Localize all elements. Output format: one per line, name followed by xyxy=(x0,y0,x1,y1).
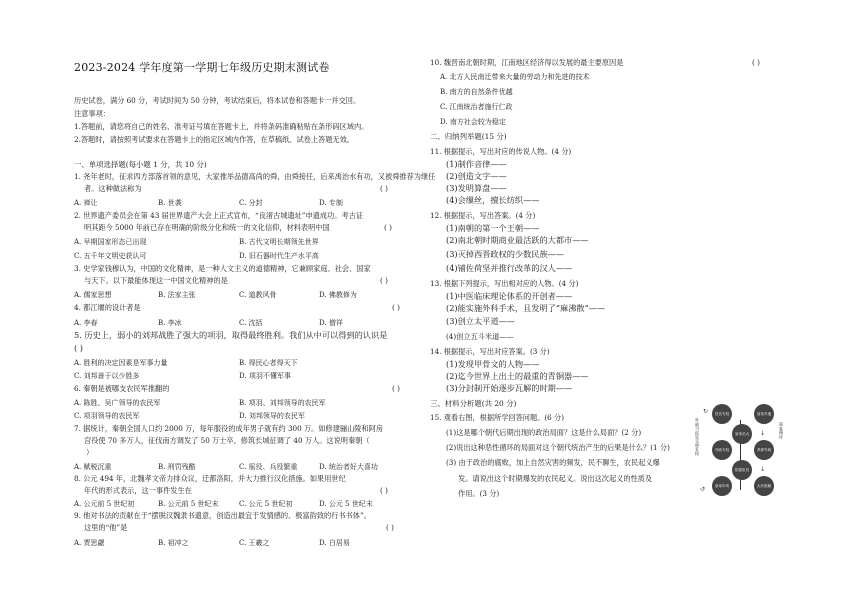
q13-item-1: (1)中医临床理论体系的开创者—— xyxy=(446,291,573,301)
q3-line2: 与天下。以下最能体现这一中国文化精神的是 xyxy=(84,276,228,285)
q8-option-a: A. 公元前 5 世纪初 xyxy=(74,500,135,508)
arrow-icon: ↻ xyxy=(703,408,709,415)
q3-option-c: C. 道教风骨 xyxy=(239,291,277,299)
q13-item-2: (2)能实施外科手术，且发明了“麻沸散”—— xyxy=(446,303,606,313)
notice-1: 1.答题前，请您将自己的姓名、准考证号填在答题卡上，并将条码准确粘贴在条形码区域内。 xyxy=(74,122,369,131)
diagram-node-kill-relatives: 杀掉外戚 xyxy=(754,440,774,460)
q1-line1: 1. 尧年老时，征求四方部落首领的意见，大家推举品德高尚的舜，由舜接任，后来禹治水有功，又被舜推荐为继任 xyxy=(74,172,436,181)
q11-stem: 11. 根据提示，写出对应的传说人物。(4 分) xyxy=(430,147,572,156)
q10-line1: 10. 魏晋南北朝时期，江南地区经济得以发展的最主要原因是 xyxy=(430,58,624,67)
q1-option-b: B. 世袭 xyxy=(158,199,182,207)
q2-answer-paren: ( ) xyxy=(384,223,392,232)
q15-item-3: (3) 由于政治的腐败，加上自然灾害的频发，民不聊生，农民起义爆 xyxy=(446,458,660,467)
q12-item-3: (3)灭掉西晋政权的少数民族—— xyxy=(446,249,565,259)
q10-option-c: C. 江南统治者施行仁政 xyxy=(440,103,513,111)
q9-option-c: C. 王羲之 xyxy=(239,539,270,547)
exam-intro: 历史试卷，满分 60 分，考试时间为 50 分钟，考试结束后，将本试卷和答题卡一并交回。 xyxy=(74,96,361,105)
q12-item-2: (2)南北朝时期商业最活跃的大都市—— xyxy=(446,235,589,245)
q15-item-1: (1)这是哪个朝代后期出现的政治局面？这是什么局面？(2 分) xyxy=(446,428,642,437)
q7-option-d: D. 统治者好大喜功 xyxy=(319,463,378,471)
q15-stem: 15. 观看右图，根据所学回答问题。(6 分) xyxy=(430,413,564,422)
q6-option-c: C. 项羽领导的农民军 xyxy=(74,412,140,420)
q2-option-b: B. 古代文明长期领先世界 xyxy=(239,238,319,246)
q9-option-d: D. 白居易 xyxy=(319,539,350,547)
q14-item-2: (2)迄今世界上出土的最重的青铜器—— xyxy=(446,371,589,381)
q13-item-4: (4)创立五斗米道—— xyxy=(446,332,514,341)
q3-answer-paren: ( ) xyxy=(380,276,388,285)
q3-option-a: A. 儒家思想 xyxy=(74,291,112,299)
q6-line1: 6. 秦朝是被哪支农民军推翻的 xyxy=(74,384,170,393)
q8-option-c: C. 公元 5 世纪初 xyxy=(239,500,293,508)
q9-option-b: B. 祖冲之 xyxy=(158,539,189,547)
q15-item-2: (2)说出这种恶性循环的局面对这个朝代统治产生的后果是什么？(1 分) xyxy=(446,443,670,452)
q10-answer-paren: ( ) xyxy=(752,58,760,67)
q5-option-c: C. 刘邦善于以少胜多 xyxy=(74,372,140,380)
q14-stem: 14. 根据提示，写出对应答案。(3 分) xyxy=(430,347,550,356)
q6-option-b: B. 项羽、刘邦领导的农民军 xyxy=(239,399,326,407)
q7-option-c: C. 徭役、兵役繁重 xyxy=(239,463,298,471)
diagram-right-label: 重复循环 xyxy=(779,422,784,439)
diagram-node-empress-regent: 太后临朝 xyxy=(754,476,774,496)
q12-item-4: (4)铺佐荷坚并推行改革的汉人—— xyxy=(446,263,573,273)
down-arrow-icon: ↓ xyxy=(760,466,766,473)
q14-item-3: (3)分封制开始逐步瓦解的时期—— xyxy=(446,383,573,393)
q4-line1: 4. 都江堰的设计者是 xyxy=(74,303,141,312)
q15-item-5: 作用。(3 分) xyxy=(458,489,500,498)
q8-line2: 年代的形式表示，这一事件发生在 xyxy=(84,486,192,495)
q1-line2: 者。这种做法称为 xyxy=(84,184,142,193)
q13-stem: 13. 根据下列提示，写出相对应的人物。(4 分) xyxy=(430,279,579,288)
section1-heading: 一、单项选择题(每小题 1 分，共 10 分) xyxy=(74,160,207,169)
section3-heading: 三、材料分析题(共 20 分) xyxy=(430,399,517,408)
q11-item-3: (3)发明算盘—— xyxy=(446,183,507,193)
q1-option-a: A. 禅让 xyxy=(74,199,98,207)
cycle-diagram xyxy=(692,398,788,506)
diagram-node-eunuch-power: 官官专权 xyxy=(712,404,732,424)
q1-answer-paren: ( ) xyxy=(380,184,388,193)
q9-answer-paren: ( ) xyxy=(386,523,394,532)
q4-answer-paren: ( ) xyxy=(392,303,400,312)
q5-option-a: A. 胜利的决定因素是军事力量 xyxy=(74,359,168,367)
q3-option-b: B. 法家主张 xyxy=(158,291,196,299)
q7-line3: ） xyxy=(86,448,94,457)
q11-item-4: (4)会缫丝，擅长纺织—— xyxy=(446,195,540,205)
q13-item-3: (3)创立太平道—— xyxy=(446,316,515,326)
q5-line2: ( ) xyxy=(74,343,83,353)
diagram-node-emperor-young: 皇帝年幼 xyxy=(712,476,732,496)
q10-option-d: D. 南方社会较为稳定 xyxy=(440,118,506,126)
exam-title: 2023-2024 学年度第一学期七年级历史期末测试卷 xyxy=(74,61,330,74)
section2-heading: 二、归纳列举题(15 分) xyxy=(430,132,507,141)
q5-option-d: D. 项羽不懂军事 xyxy=(239,372,291,380)
q9-line2: 这里的“他”是 xyxy=(84,523,128,532)
q8-answer-paren: ( ) xyxy=(380,486,388,495)
q6-option-a: A. 陈胜、吴广领导的农民军 xyxy=(74,399,161,407)
q1-option-c: C. 分封 xyxy=(239,199,263,207)
diagram-left-label: 外戚与宦官交替专权 xyxy=(695,418,700,456)
q5-option-b: B. 得民心者得天下 xyxy=(239,359,298,367)
q7-line2: 宫役使 70 多万人，征伐南方调发了 50 万士卒，修筑长城征调了 40 万人。这说明秦朝（ xyxy=(84,436,370,445)
q8-line1: 8. 公元 494 年，北魏孝文帝力排众议，迁都洛阳，并大力推行汉化措施。如果用世纪 xyxy=(74,474,346,483)
q4-option-b: B. 李冰 xyxy=(158,319,182,327)
diagram-node-emperor-grown: 皇帝长大 xyxy=(732,424,752,444)
q9-option-a: A. 贾思勰 xyxy=(74,539,105,547)
q10-option-b: B. 南方的自然条件优越 xyxy=(440,88,513,96)
q12-item-1: (1)南朝的第一个王朝—— xyxy=(446,223,540,233)
q15-item-4: 发。请说出这个时期爆发的农民起义。说出这次起义的性质及 xyxy=(458,474,653,483)
q10-option-a: A. 北方人民南迁带来大量的劳动力和先进的技术 xyxy=(440,73,590,81)
q2-option-c: C. 五千年文明史获认可 xyxy=(74,252,147,260)
q2-option-a: A. 早期国家形态已出现 xyxy=(74,238,147,246)
q7-option-a: A. 赋税沉重 xyxy=(74,463,112,471)
q12-stem: 12. 根据提示，写出答案。(4 分) xyxy=(430,211,536,220)
q4-option-d: D. 僧祥 xyxy=(319,319,343,327)
q9-line1: 9. 他对书法的贡献在于“摆脱汉魏隶书遗意，创造出最宜于发情感的、极富韵致的行书书体”。 xyxy=(74,511,371,520)
notice-title: 注意事项： xyxy=(74,109,110,118)
q4-option-c: C. 沈括 xyxy=(239,319,263,327)
q4-option-a: A. 李春 xyxy=(74,319,98,327)
q11-item-1: (1)制作音律—— xyxy=(446,159,507,169)
q11-item-2: (2)创造文字—— xyxy=(446,171,507,181)
q6-option-d: D. 刘邦领导的农民军 xyxy=(239,412,305,420)
diagram-node-relative-power: 外戚专权 xyxy=(712,440,732,460)
notice-2: 2.答题时，请按照考试要求在答题卡上的指定区域内作答，在草稿纸、试卷上答题无效。 xyxy=(74,135,354,144)
q8-option-d: D. 公元 5 世纪末 xyxy=(319,500,373,508)
q2-option-d: D. 旧石器时代生产水平高 xyxy=(239,252,319,260)
q14-item-1: (1)发现甲骨文的人物—— xyxy=(446,359,540,369)
down-arrow-icon: ↓ xyxy=(760,430,766,437)
q3-line1: 3. 史学家钱穆认为，中国的文化精神，是一种人文主义的道德精神，它兼顾家庭、社会、国家 xyxy=(74,264,371,273)
q6-answer-paren: ( ) xyxy=(392,384,400,393)
q3-option-d: D. 佛教修为 xyxy=(319,291,357,299)
q5-line1: 5. 历史上，弱小的刘邦战胜了强大的项羽，取得最终胜利。我们从中可以得到的认识是 xyxy=(74,330,388,340)
q7-option-b: B. 刑罚残酷 xyxy=(158,463,196,471)
diagram-node-emperor-early-death: 皇帝早逝 xyxy=(754,404,774,424)
q2-line2: 明其距今 5000 年前已存在明确的阶级分化和统一的文化信仰，材料表明中国 xyxy=(84,223,330,232)
diagram-node-rely-eunuch: 依靠宦官 xyxy=(732,460,752,480)
q1-option-d: D. 专制 xyxy=(319,199,343,207)
arrow-icon: ↺ xyxy=(700,486,706,493)
q8-option-b: B. 公元前 5 世纪末 xyxy=(158,500,219,508)
q2-line1: 2. 世界遗产委员会在第 43 届世界遗产大会上正式宣布，“良渚古城遗址”申遗成功。考古证 xyxy=(74,211,363,220)
q7-line1: 7. 据统计，秦朝全国人口约 2000 万，每年服役的成年男子就有约 300 万。如修建骊山陵和阿房 xyxy=(74,424,384,433)
